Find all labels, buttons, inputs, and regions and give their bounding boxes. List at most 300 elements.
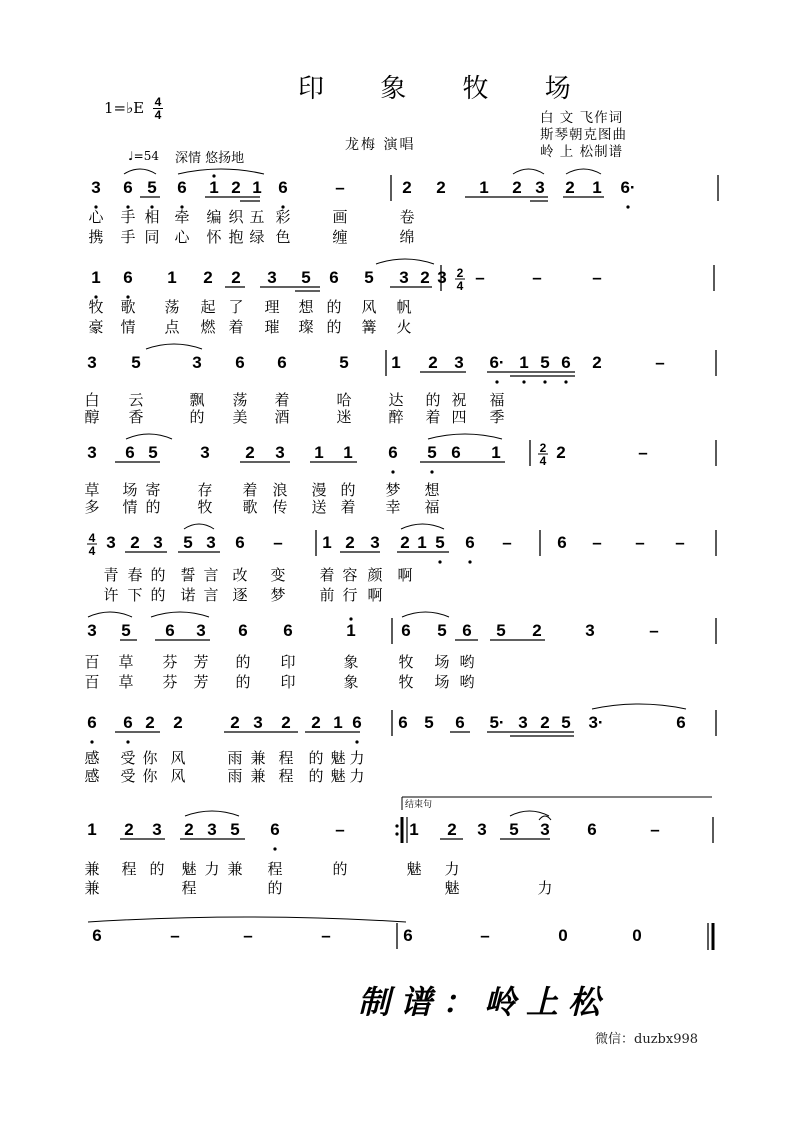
dot-below-7 xyxy=(126,295,129,298)
note-5-5: 6 xyxy=(283,621,293,640)
dot-below-2 xyxy=(150,205,153,208)
lyric-0-0-1: 手 xyxy=(120,209,136,226)
note-6-5: 3 xyxy=(253,713,263,732)
note-1-2: 1 xyxy=(167,268,177,287)
lyric-3-0-5: 浪 xyxy=(272,482,288,499)
lyric-0-0-7: 彩 xyxy=(275,209,291,226)
note-2-5: 5 xyxy=(339,353,349,372)
lyric-4-1-6: 梦 xyxy=(270,587,286,604)
note-2-10: 1 xyxy=(519,353,529,372)
lyric-0-0-6: 五 xyxy=(249,209,265,226)
note-2-2: 3 xyxy=(192,353,202,372)
slur-14 xyxy=(185,811,239,816)
note-2-9: 6· xyxy=(489,353,505,372)
note-0-8: – xyxy=(335,178,345,197)
lyric-6-0-9: 力 xyxy=(349,750,365,767)
lyric-5-0-6: 象 xyxy=(343,654,359,671)
note-4-17: – xyxy=(635,533,645,552)
lyric-0-1-1: 手 xyxy=(120,229,136,246)
note-4-15: 6 xyxy=(557,533,567,552)
lyric-7-0-9: 力 xyxy=(444,861,460,878)
lyric-2-0-1: 云 xyxy=(128,392,144,409)
lyric-3-1-5: 传 xyxy=(272,499,288,516)
lyric-5-0-1: 草 xyxy=(118,654,134,671)
lyric-0-0-0: 心 xyxy=(88,209,104,226)
lyric-7-1-3: 魅 xyxy=(444,880,460,897)
signature-watermark: 制谱：岭上松 xyxy=(358,983,611,1021)
slur-3 xyxy=(566,169,601,174)
lyricist-credit: 白 文 飞作词 xyxy=(540,110,624,126)
note-6-9: 6 xyxy=(352,713,362,732)
dot-below-4 xyxy=(281,205,284,208)
note-1-5: 3 xyxy=(267,268,277,287)
note-3-8: 6 xyxy=(388,443,398,462)
note-7-4: 3 xyxy=(207,820,217,839)
note-1-8: 5 xyxy=(364,268,374,287)
lyric-0-1-2: 同 xyxy=(144,229,160,246)
lyric-2-0-7: 的 xyxy=(425,392,441,409)
lyric-1-0-9: 帆 xyxy=(396,299,412,316)
lyric-5-1-3: 芳 xyxy=(193,674,209,691)
lyric-6-1-8: 魅 xyxy=(330,768,346,785)
wechat-contact: 微信：duzbx998 xyxy=(595,1032,699,1047)
note-5-8: 5 xyxy=(437,621,447,640)
note-4-11: 1 xyxy=(417,533,427,552)
lyric-1-0-8: 风 xyxy=(361,299,377,316)
note-5-10: 5 xyxy=(496,621,506,640)
note-6-7: 2 xyxy=(311,713,321,732)
dot-below-1 xyxy=(126,205,129,208)
lyric-3-1-4: 歌 xyxy=(242,499,258,516)
dot-below-12 xyxy=(391,470,394,473)
lyric-2-0-5: 哈 xyxy=(336,392,352,409)
lyric-4-0-2: 的 xyxy=(150,567,166,584)
lyric-1-1-5: 璀 xyxy=(264,319,280,336)
lyric-3-1-2: 的 xyxy=(145,499,161,516)
dot-below-0 xyxy=(94,205,97,208)
slur-5 xyxy=(146,344,202,349)
lyric-1-1-1: 情 xyxy=(120,319,136,336)
note-4-5: 6 xyxy=(235,533,245,552)
song-title: 印 象 牧 场 xyxy=(298,74,595,104)
lyric-0-1-4: 怀 xyxy=(206,229,222,246)
lyric-1-0-7: 的 xyxy=(326,299,342,316)
dot-below-20 xyxy=(273,847,276,850)
note-3-12: 2 xyxy=(556,443,566,462)
dot-below-17 xyxy=(90,740,93,743)
lyric-2-1-4: 酒 xyxy=(274,409,290,426)
slur-15 xyxy=(510,811,549,816)
note-3-11: 1 xyxy=(491,443,501,462)
lyric-4-1-7: 前 xyxy=(319,587,335,604)
note-6-11: 5 xyxy=(424,713,434,732)
note-1-13: – xyxy=(532,268,542,287)
note-1-1: 6 xyxy=(123,268,133,287)
lyric-3-0-6: 漫 xyxy=(311,482,327,499)
note-4-12: 5 xyxy=(435,533,445,552)
note-2-7: 2 xyxy=(428,353,438,372)
ending-label: 结束句 xyxy=(405,800,433,810)
dot-below-18 xyxy=(126,740,129,743)
lyric-7-0-8: 魅 xyxy=(406,861,422,878)
lyric-5-1-9: 哟 xyxy=(459,674,475,691)
note-0-4: 1 xyxy=(209,178,219,197)
note-4-4: 3 xyxy=(206,533,216,552)
note-4-3: 5 xyxy=(183,533,193,552)
lyric-5-0-4: 的 xyxy=(235,654,251,671)
note-4-9: 3 xyxy=(370,533,380,552)
dot-below-9 xyxy=(522,380,525,383)
lyric-1-1-7: 的 xyxy=(326,319,342,336)
lyric-4-1-4: 言 xyxy=(203,587,219,604)
note-6-16: 5 xyxy=(561,713,571,732)
note-7-3: 2 xyxy=(184,820,194,839)
time-change-row5-bottom: 4 xyxy=(88,544,96,558)
lyric-6-0-3: 风 xyxy=(170,750,186,767)
lyric-6-1-5: 兼 xyxy=(250,768,266,785)
lyric-5-1-4: 的 xyxy=(235,674,251,691)
lyric-2-0-4: 着 xyxy=(274,392,290,409)
lyric-0-0-4: 编 xyxy=(206,209,222,226)
performer: 龙梅 演唱 xyxy=(345,137,416,153)
note-2-11: 5 xyxy=(540,353,550,372)
lyric-7-0-7: 的 xyxy=(332,861,348,878)
lyric-6-1-9: 力 xyxy=(349,768,365,785)
lyric-0-1-7: 色 xyxy=(275,229,291,246)
note-6-8: 1 xyxy=(333,713,343,732)
note-5-13: – xyxy=(649,621,659,640)
note-3-4: 2 xyxy=(245,443,255,462)
lyric-3-0-7: 的 xyxy=(340,482,356,499)
lyric-4-1-0: 许 xyxy=(103,587,119,604)
note-6-4: 2 xyxy=(230,713,240,732)
note-6-10: 6 xyxy=(398,713,408,732)
slur-13 xyxy=(592,704,686,709)
lyric-0-0-9: 卷 xyxy=(399,209,415,226)
note-5-7: 6 xyxy=(401,621,411,640)
lyric-7-1-4: 力 xyxy=(537,880,553,897)
lyric-1-1-9: 火 xyxy=(396,319,412,336)
note-0-5: 2 xyxy=(231,178,241,197)
note-5-9: 6 xyxy=(462,621,472,640)
lyric-6-0-8: 魅 xyxy=(330,750,346,767)
lyric-5-1-5: 印 xyxy=(280,674,296,691)
lyric-6-0-1: 受 xyxy=(120,750,136,767)
lyric-6-1-3: 风 xyxy=(170,768,186,785)
note-7-11: 5 xyxy=(509,820,519,839)
lyric-2-1-9: 季 xyxy=(489,409,505,426)
note-6-6: 2 xyxy=(281,713,291,732)
note-1-9: 3 xyxy=(399,268,409,287)
lyric-1-1-6: 璨 xyxy=(298,319,314,336)
note-7-0: 1 xyxy=(87,820,97,839)
lyric-1-0-1: 歌 xyxy=(120,299,136,316)
time-sig-top: 4 xyxy=(154,95,162,109)
lyric-5-1-0: 百 xyxy=(84,674,100,691)
slur-12 xyxy=(402,612,449,617)
lyric-2-0-0: 白 xyxy=(84,392,100,409)
note-1-11: 3 xyxy=(437,268,447,287)
lyric-6-0-7: 的 xyxy=(308,750,324,767)
lyric-3-1-3: 牧 xyxy=(197,499,213,516)
lyric-6-0-0: 感 xyxy=(84,750,100,767)
lyric-3-1-8: 幸 xyxy=(385,499,401,516)
note-4-2: 3 xyxy=(153,533,163,552)
lyric-6-0-5: 兼 xyxy=(250,750,266,767)
lyric-3-0-9: 想 xyxy=(424,482,440,499)
lyric-2-0-6: 达 xyxy=(388,392,404,409)
note-2-3: 6 xyxy=(235,353,245,372)
lyric-5-0-2: 芬 xyxy=(162,654,178,671)
note-6-0: 6 xyxy=(87,713,97,732)
lyric-2-0-3: 荡 xyxy=(232,392,248,409)
dot-below-6 xyxy=(94,295,97,298)
note-4-6: – xyxy=(273,533,283,552)
note-8-0: 6 xyxy=(92,926,102,945)
note-8-7: 0 xyxy=(632,926,642,945)
lyric-6-1-0: 感 xyxy=(84,768,100,785)
note-0-16: 6· xyxy=(620,178,636,197)
note-8-1: – xyxy=(170,926,180,945)
note-7-14: – xyxy=(650,820,660,839)
note-0-2: 5 xyxy=(147,178,157,197)
lyric-4-0-5: 改 xyxy=(232,567,248,584)
note-3-13: – xyxy=(638,443,648,462)
lyric-2-1-2: 的 xyxy=(189,409,205,426)
lyric-4-0-7: 着 xyxy=(319,567,335,584)
note-7-8: 1 xyxy=(409,820,419,839)
lyric-0-1-0: 携 xyxy=(88,229,104,246)
lyric-7-0-5: 兼 xyxy=(227,861,243,878)
dot-above-0 xyxy=(212,174,215,177)
note-0-13: 3 xyxy=(535,178,545,197)
composer-credit: 斯琴朝克图曲 xyxy=(540,127,627,143)
lyric-4-1-2: 的 xyxy=(150,587,166,604)
dot-below-13 xyxy=(430,470,433,473)
slur-7 xyxy=(428,434,502,439)
lyric-1-0-3: 起 xyxy=(200,299,216,316)
lyric-3-0-4: 着 xyxy=(242,482,258,499)
note-3-2: 5 xyxy=(148,443,158,462)
key-label: 1=♭E xyxy=(104,99,145,117)
lyric-7-1-0: 兼 xyxy=(84,880,100,897)
lyric-6-0-6: 程 xyxy=(278,750,294,767)
note-4-18: – xyxy=(675,533,685,552)
lyric-5-0-0: 百 xyxy=(84,654,100,671)
lyric-2-1-8: 四 xyxy=(451,409,467,426)
dot-below-8 xyxy=(495,380,498,383)
lyric-4-0-4: 言 xyxy=(203,567,219,584)
lyric-4-1-1: 下 xyxy=(127,587,143,604)
lyric-2-1-3: 美 xyxy=(232,409,248,426)
lyric-0-0-5: 织 xyxy=(228,209,244,226)
lyric-4-0-6: 变 xyxy=(270,567,286,584)
note-6-2: 2 xyxy=(145,713,155,732)
note-3-10: 6 xyxy=(451,443,461,462)
note-0-3: 6 xyxy=(177,178,187,197)
lyric-5-0-3: 芳 xyxy=(193,654,209,671)
note-2-1: 5 xyxy=(131,353,141,372)
lyric-3-0-8: 梦 xyxy=(385,482,401,499)
note-4-1: 2 xyxy=(130,533,140,552)
lyric-7-0-0: 兼 xyxy=(84,861,100,878)
lyric-4-0-0: 青 xyxy=(103,567,119,584)
lyric-5-0-9: 哟 xyxy=(459,654,475,671)
note-6-13: 5· xyxy=(489,713,505,732)
note-7-13: 6 xyxy=(587,820,597,839)
slur-10 xyxy=(88,612,132,617)
lyric-0-1-3: 心 xyxy=(174,229,190,246)
lyric-7-0-2: 的 xyxy=(149,861,165,878)
note-3-7: 1 xyxy=(343,443,353,462)
lyric-5-1-2: 芬 xyxy=(162,674,178,691)
dot-below-3 xyxy=(180,205,183,208)
note-3-0: 3 xyxy=(87,443,97,462)
lyric-7-0-6: 程 xyxy=(267,861,283,878)
note-2-6: 1 xyxy=(391,353,401,372)
note-6-1: 6 xyxy=(123,713,133,732)
note-3-3: 3 xyxy=(200,443,210,462)
note-7-10: 3 xyxy=(477,820,487,839)
note-1-3: 2 xyxy=(203,268,213,287)
lyric-2-0-9: 福 xyxy=(489,392,505,409)
lyric-4-1-9: 啊 xyxy=(367,587,383,604)
note-6-14: 3 xyxy=(518,713,528,732)
note-7-2: 3 xyxy=(152,820,162,839)
lyric-2-0-2: 飘 xyxy=(189,392,205,409)
dot-below-15 xyxy=(438,560,441,563)
note-4-10: 2 xyxy=(400,533,410,552)
note-1-6: 5 xyxy=(301,268,311,287)
note-2-0: 3 xyxy=(87,353,97,372)
lyric-5-1-7: 牧 xyxy=(398,674,414,691)
lyric-6-1-1: 受 xyxy=(120,768,136,785)
lyric-2-1-1: 香 xyxy=(128,409,144,426)
note-2-13: 2 xyxy=(592,353,602,372)
lyric-6-1-6: 程 xyxy=(278,768,294,785)
dot-below-11 xyxy=(564,380,567,383)
lyric-0-1-6: 绿 xyxy=(249,229,265,246)
lyric-7-0-3: 魅 xyxy=(181,861,197,878)
dot-above-1 xyxy=(349,617,352,620)
note-5-6: 1 xyxy=(346,621,356,640)
slur-2 xyxy=(513,169,544,174)
note-8-3: – xyxy=(321,926,331,945)
note-5-1: 5 xyxy=(121,621,131,640)
note-1-14: – xyxy=(592,268,602,287)
note-5-0: 3 xyxy=(87,621,97,640)
note-4-13: 6 xyxy=(465,533,475,552)
note-6-12: 6 xyxy=(455,713,465,732)
note-7-1: 2 xyxy=(124,820,134,839)
expression-marking: 深情 悠扬地 xyxy=(175,151,245,166)
note-7-6: 6 xyxy=(270,820,280,839)
lyric-6-1-7: 的 xyxy=(308,768,324,785)
lyric-2-1-7: 着 xyxy=(425,409,441,426)
note-5-12: 3 xyxy=(585,621,595,640)
lyric-7-1-1: 程 xyxy=(181,880,197,897)
slur-6 xyxy=(126,434,172,439)
lyric-0-1-8: 缠 xyxy=(332,229,348,246)
note-0-12: 2 xyxy=(512,178,522,197)
note-4-14: – xyxy=(502,533,512,552)
note-0-0: 3 xyxy=(91,178,101,197)
note-8-5: – xyxy=(480,926,490,945)
lyric-4-1-5: 逐 xyxy=(232,587,248,604)
lyric-2-0-8: 祝 xyxy=(451,392,467,409)
note-4-0: 3 xyxy=(106,533,116,552)
dot-below-10 xyxy=(543,380,546,383)
lyric-3-1-6: 送 xyxy=(311,499,327,516)
note-6-18: 6 xyxy=(676,713,686,732)
lyric-1-1-2: 点 xyxy=(164,319,180,336)
slur-0 xyxy=(124,169,156,174)
note-0-6: 1 xyxy=(252,178,262,197)
lyric-0-0-3: 牵 xyxy=(174,209,190,226)
lyric-6-1-4: 雨 xyxy=(227,768,243,785)
note-0-1: 6 xyxy=(123,178,133,197)
note-8-6: 0 xyxy=(558,926,568,945)
note-0-9: 2 xyxy=(402,178,412,197)
note-3-6: 1 xyxy=(314,443,324,462)
slur-8 xyxy=(184,524,214,529)
note-2-14: – xyxy=(655,353,665,372)
note-7-12: 3 xyxy=(540,820,550,839)
note-0-7: 6 xyxy=(278,178,288,197)
lyric-6-0-2: 你 xyxy=(142,750,158,767)
lyric-5-1-8: 场 xyxy=(434,674,450,691)
note-4-8: 2 xyxy=(345,533,355,552)
slur-16 xyxy=(88,917,406,922)
note-2-8: 3 xyxy=(454,353,464,372)
lyric-4-0-10: 啊 xyxy=(397,567,413,584)
note-3-1: 6 xyxy=(125,443,135,462)
note-6-17: 3· xyxy=(588,713,604,732)
transcriber-credit: 岭 上 松制谱 xyxy=(540,144,624,160)
dot-below-5 xyxy=(626,205,629,208)
repeat-dot-1 xyxy=(395,824,398,827)
note-0-15: 1 xyxy=(592,178,602,197)
lyric-3-1-7: 着 xyxy=(340,499,356,516)
lyric-6-0-4: 雨 xyxy=(227,750,243,767)
lyric-6-1-2: 你 xyxy=(142,768,158,785)
lyric-7-1-2: 的 xyxy=(267,880,283,897)
note-6-3: 2 xyxy=(173,713,183,732)
lyric-7-0-4: 力 xyxy=(204,861,220,878)
slur-1 xyxy=(178,169,264,174)
note-0-14: 2 xyxy=(565,178,575,197)
lyric-4-1-3: 诺 xyxy=(180,587,196,604)
lyric-2-1-6: 醉 xyxy=(388,409,404,426)
lyric-5-0-8: 场 xyxy=(434,654,450,671)
time-change-row4-top: 2 xyxy=(539,441,547,455)
time-change-row5-top: 4 xyxy=(88,531,96,545)
lyric-1-1-4: 着 xyxy=(228,319,244,336)
time-change-row4-bottom: 4 xyxy=(539,454,547,468)
note-4-7: 1 xyxy=(322,533,332,552)
lyric-1-1-0: 豪 xyxy=(88,319,104,336)
slur-11 xyxy=(151,612,209,617)
lyric-1-0-2: 荡 xyxy=(164,299,180,316)
note-4-16: – xyxy=(592,533,602,552)
note-5-4: 6 xyxy=(238,621,248,640)
lyric-2-1-5: 迷 xyxy=(336,409,352,426)
note-1-4: 2 xyxy=(231,268,241,287)
note-1-7: 6 xyxy=(329,268,339,287)
time-sig-bottom: 4 xyxy=(154,108,162,122)
lyric-1-0-4: 了 xyxy=(228,299,244,316)
lyric-3-1-0: 多 xyxy=(84,499,100,516)
